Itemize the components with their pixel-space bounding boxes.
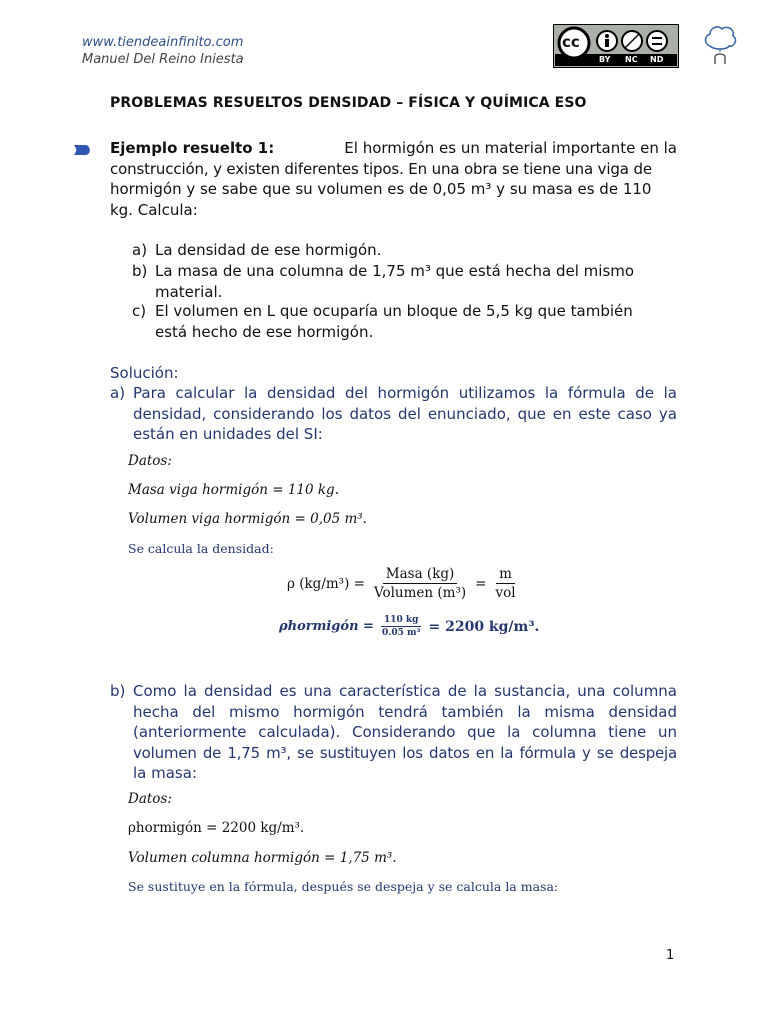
cc-license-badge[interactable] <box>553 24 679 68</box>
question-b-text <box>155 261 634 302</box>
question-c-line-2: está hecho de ese hormigón. <box>155 322 374 341</box>
formula-vol: vol <box>495 585 516 601</box>
datos-a-label: Datos: <box>128 453 172 469</box>
example-label: Ejemplo resuelto 1: <box>110 139 275 157</box>
density-result <box>279 615 539 638</box>
formula-m: m <box>496 566 515 584</box>
formula-equals: = <box>475 575 487 592</box>
result-denominator: 0.05 m³ <box>381 628 421 638</box>
solution-b-line-5: la masa: <box>133 764 197 782</box>
question-a-text: La densidad de ese hormigón. <box>155 241 382 259</box>
website-link[interactable]: www.tiendeainfinito.com <box>82 35 244 50</box>
cc-logo-text: cc <box>562 33 580 51</box>
solution-a-line-2: densidad, considerando los datos del enunciado, que en este caso ya <box>133 404 677 423</box>
formula-lhs: ρ (kg/m³) = <box>287 575 365 592</box>
tree-icon <box>702 24 738 66</box>
formula-fraction-short <box>492 566 518 601</box>
volumen-columna: Volumen columna hormigón = 1,75 m³. <box>128 850 397 866</box>
question-letter: a) <box>132 241 148 259</box>
calc-note-a: Se calcula la densidad: <box>128 541 274 556</box>
solution-b-line-3: (anteriormente calculada). Considerando que la columna tiene un <box>133 723 677 741</box>
solution-a-line-1: Para calcular la densidad del hormigón utilizamos la fórmula de la <box>133 384 677 402</box>
page-number: 1 <box>666 948 675 963</box>
question-b <box>132 261 147 282</box>
densidad-hormigon: ρhormigón = 2200 kg/m³. <box>128 820 305 836</box>
solution-b-line-4: volumen de 1,75 m³, se sustituyen los datos en la fórmula y se despeja <box>133 743 677 762</box>
result-numerator: 110 kg <box>381 615 421 627</box>
solution-a-text <box>133 383 677 445</box>
density-formula <box>287 566 519 601</box>
cc-by-label: BY <box>599 55 611 64</box>
formula-numerator: Masa (kg) <box>383 566 458 584</box>
cc-nd-label: ND <box>650 55 664 64</box>
example-line-2: construcción, y existen diferentes tipos. En una obra se tiene una viga de <box>110 159 652 178</box>
solution-b-line-1: Como la densidad es una característica de la sustancia, una columna <box>133 682 677 700</box>
question-b-line-2: material. <box>155 282 223 301</box>
datos-b-label: Datos: <box>128 791 172 807</box>
formula-fraction-main <box>371 566 469 601</box>
example-line-1: El hormigón es un material importante en la <box>344 139 677 157</box>
question-a <box>132 240 147 261</box>
question-letter: c) <box>132 302 147 320</box>
result-rhs: = 2200 kg/m³. <box>428 618 540 635</box>
calc-note-b: Se sustituye en la fórmula, después se despeja y se calcula la masa: <box>128 879 559 894</box>
solution-a-letter: a) <box>110 384 126 402</box>
example-line-4: kg. Calcula: <box>110 200 198 219</box>
question-b-line-1: La masa de una columna de 1,75 m³ que está hecha del mismo <box>155 262 635 280</box>
masa-viga: Masa viga hormigón = 110 kg. <box>128 482 339 498</box>
author-name: Manuel Del Reino Iniesta <box>82 52 244 67</box>
solution-b-text <box>133 681 677 784</box>
solution-b-line-2: hecha del mismo hormigón tendrá también la misma densidad <box>133 702 677 721</box>
question-c-text <box>155 301 633 342</box>
example-line-3: hormigón y se sabe que su volumen es de 0,05 m³ y su masa es de 110 <box>110 180 652 198</box>
result-fraction <box>379 615 424 638</box>
cc-nc-label: NC <box>625 55 638 64</box>
question-letter: b) <box>132 262 148 280</box>
example-statement <box>110 138 677 220</box>
solution-a-line-3: están en unidades del SI: <box>133 425 323 443</box>
page-title: PROBLEMAS RESUELTOS DENSIDAD – FÍSICA Y QUÍMICA ESO <box>110 95 587 111</box>
solution-b-letter: b) <box>110 682 126 700</box>
solution-heading: Solución: <box>110 364 179 382</box>
question-c-line-1: El volumen en L que ocuparía un bloque de 5,5 kg que también <box>155 302 633 320</box>
result-lhs: ρhormigón = <box>279 619 374 634</box>
question-c <box>132 301 146 322</box>
bullet-icon <box>73 142 93 161</box>
formula-denominator: Volumen (m³) <box>373 585 467 601</box>
volumen-viga: Volumen viga hormigón = 0,05 m³. <box>128 511 367 527</box>
